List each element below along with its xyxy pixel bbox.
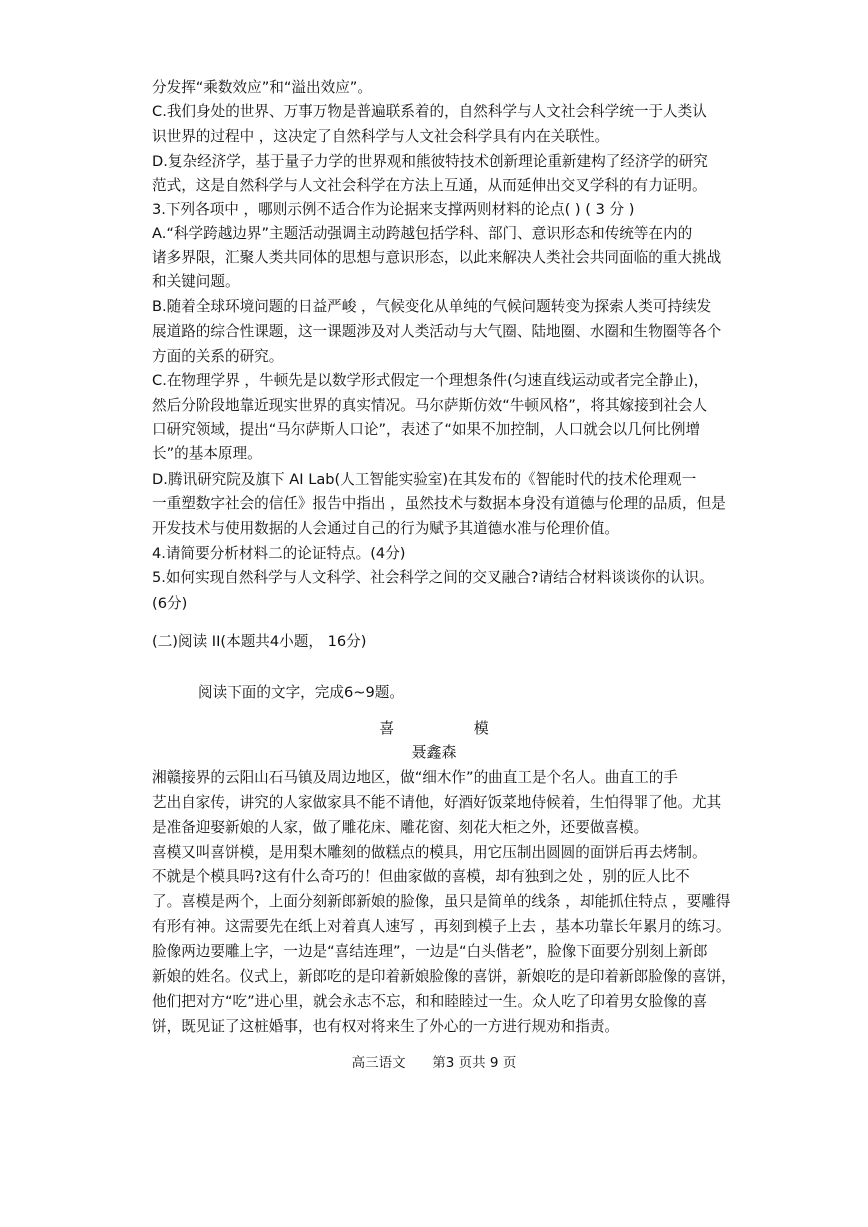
- page-footer: [0, 1054, 868, 1072]
- option-d: D.腾讯研究院及旗下 AI Lab(人工智能实验室)在其发布的《智能时代的技术伦理观一: [152, 471, 697, 488]
- instruction: 阅读下面的文字，完成6~9题。: [198, 684, 404, 701]
- text-line: 口研究领域，提出“马尔萨斯人口论”，表述了“如果不加控制，人口就会以几何比例增: [152, 421, 701, 438]
- text-line: 开发技术与使用数据的人会通过自己的行为赋予其道德水准与伦理价值。: [152, 520, 620, 537]
- story-title-char: 喜: [379, 719, 395, 737]
- question-3: 3.下列各项中 ，哪则示例不适合作为论据来支撑两则材料的论点( ) ( 3 分 ): [152, 201, 635, 218]
- text-line: C.我们身处的世界、万事万物是普遍联系着的，自然科学与人文社会科学统一于人类认: [152, 103, 707, 120]
- text-line: 展道路的综合性课题，这一课题涉及对人类活动与大气圈、陆地圈、水圈和生物圈等各个: [152, 323, 722, 340]
- story-title: [0, 718, 868, 738]
- footer-subject: 高三语文: [351, 1055, 406, 1071]
- option-b: B.随着全球环境问题的日益严峻 ，气候变化从单纯的气候问题转变为探索人类可持续发: [152, 298, 712, 315]
- text-line: 范式，这是自然科学与人文社会科学在方法上互通，从而延伸出交叉学科的有力证明。: [152, 177, 707, 194]
- story-line: 脸像两边要雕上字，一边是“喜结连理”，一边是“白头偕老”，脸像下面要分别刻上新郎: [152, 943, 708, 960]
- story-author: 聂鑫森: [411, 743, 457, 761]
- text-line: 分发挥“乘数效应”和“溢出效应”。: [152, 79, 372, 96]
- option-a: A.“科学跨越边界”主题活动强调主动跨越包括学科、部门、意识形态和传统等在内的: [152, 225, 693, 242]
- section-heading: (二)阅读 II(本题共4小题， 16分): [152, 633, 367, 650]
- option-c: C.在物理学界 ，牛顿先是以数学形式假定一个理想条件(匀速直线运动或者完全静止)，: [152, 372, 709, 389]
- story-line: 饼，既见证了这桩婚事，也有权对将来生了外心的一方进行规劝和指责。: [152, 1018, 620, 1035]
- footer-page-number: 第3 页共 9 页: [432, 1055, 517, 1071]
- text-line: 诸多界限，汇聚人类共同体的思想与意识形态，以此来解决人类社会共同面临的重大挑战: [152, 249, 722, 266]
- story-title-char: 模: [473, 719, 489, 737]
- story-line: 不就是个模具吗?这有什么奇巧的！但曲家做的喜模，却有独到之处 ，别的匠人比不: [152, 868, 690, 885]
- text-line: 和关键问题。: [152, 273, 240, 290]
- question-4: 4.请简要分析材料二的论证特点。(4分): [152, 545, 406, 562]
- story-line: 是准备迎娶新娘的人家，做了雕花床、雕花窗、刻花大柜之外，还要做喜模。: [152, 819, 649, 836]
- story-line: 了。喜模是两个，上面分刻新郎新娘的脸像，虽只是简单的线条 ，却能抓住特点 ，要雕得: [152, 893, 731, 910]
- text-line: 一重塑数字社会的信任》报告中指出 ，虽然技术与数据本身没有道德与伦理的品质，但是: [152, 495, 726, 512]
- story-line: 有形有神。这需要先在纸上对着真人速写 ，再刻到模子上去 ，基本功靠长年累月的练习。: [152, 918, 731, 935]
- text-line: (6分): [152, 595, 188, 612]
- story-line: 新娘的姓名。仪式上，新郎吃的是印着新娘脸像的喜饼，新娘吃的是印着新郎脸像的喜饼，: [152, 968, 736, 985]
- story-line: 湘赣接界的云阳山石马镇及周边地区，做“细木作”的曲直工是个名人。曲直工的手: [152, 769, 678, 786]
- question-5: 5.如何实现自然科学与人文科学、社会科学之间的交叉融合?请结合材料谈谈你的认识。: [152, 569, 714, 586]
- story-line: 他们把对方“吃”进心里，就会永志不忘，和和睦睦过一生。众人吃了印着男女脸像的喜: [152, 993, 708, 1010]
- text-line: 识世界的过程中 ，这决定了自然科学与人文社会科学具有内在关联性。: [152, 128, 610, 145]
- text-line: 然后分阶段地靠近现实世界的真实情况。马尔萨斯仿效“牛顿风格”，将其嫁接到社会人: [152, 397, 708, 414]
- text-line: 长”的基本原理。: [152, 445, 262, 462]
- text-line: 方面的关系的研究。: [152, 348, 284, 365]
- text-line: D.复杂经济学，基于量子力学的世界观和熊彼特技术创新理论重新建构了经济学的研究: [152, 153, 708, 170]
- story-line: 喜模又叫喜饼模，是用梨木雕刻的做糕点的模具，用它压制出圆圆的面饼后再去烤制。: [152, 844, 707, 861]
- story-line: 艺出自家传，讲究的人家做家具不能不请他，好酒好饭菜地侍候着，生怕得罪了他。尤其: [152, 794, 722, 811]
